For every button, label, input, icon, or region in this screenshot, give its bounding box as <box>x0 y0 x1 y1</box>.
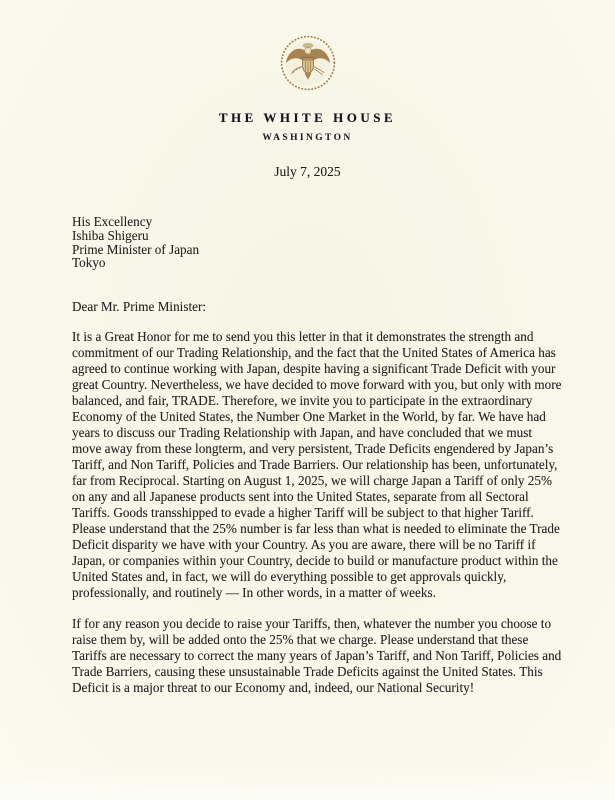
recipient-name: Ishiba Shigeru <box>72 227 149 243</box>
presidential-seal-icon <box>278 33 338 93</box>
letterhead <box>0 0 615 180</box>
recipient-title: Prime Minister of Japan <box>72 241 200 257</box>
body-paragraph-1: It is a Great Honor for me to send you this letter in that it demonstrates the strength and commitment of our Trading Relationship, and the fact that the United States of America has agreed to continue working with Japan, despite having a significant Trade Deficit with your great Country. Nevertheless, we have decided to move forward with you, but only with more balanced, and fair, TRADE. Therefore, we invite you to participate in the extraordinary Economy of the United States, the Number One Market in the World, by far. We have had years to discuss our Trading Relationship with Japan, and have concluded that we must move away from these longterm, and very persistent, Trade Deficits engendered by Japan’s Tariff, and Non Tariff, Policies and Trade Barriers. Our relationship has been, unfortunately, far from Reciprocal. Starting on August 1, 2025, we will charge Japan a Tariff of only 25% on any and all Japanese products sent into the United States, separate from all Sectoral Tariffs. Goods transshipped to evade a higher Tariff will be subject to that higher Tariff. Please understand that the 25% number is far less than what is needed to eliminate the Trade Deficit disparity we have with your Country. As you are aware, there will be no Tariff if Japan, or companies within your Country, decide to build or manufacture product within the United States and, in fact, we will do everything possible to get approvals quickly, professionally, and routinely — In other words, in a matter of weeks. <box>72 329 562 601</box>
letterhead-subtitle: WASHINGTON <box>262 133 353 143</box>
recipient-city: Tokyo <box>72 255 106 271</box>
letter-content <box>0 215 615 696</box>
letter-date: July 7, 2025 <box>274 164 341 179</box>
letterhead-title: THE WHITE HOUSE <box>218 110 397 125</box>
recipient-honorific: His Excellency <box>72 214 153 229</box>
recipient-address <box>72 215 563 270</box>
body-paragraph-2: If for any reason you decide to raise your Tariffs, then, whatever the number you choose to raise them by, will be added onto the 25% that we charge. Please understand that these Tariffs are necessary to correct the many years of Japan’s Tariff, and Non Tariff, Policies and Trade Barriers, causing these unsustainable Trade Deficits against the United States. This Deficit is a major threat to our Economy and, indeed, our National Security! <box>72 616 562 696</box>
salutation: Dear Mr. Prime Minister: <box>72 299 207 315</box>
